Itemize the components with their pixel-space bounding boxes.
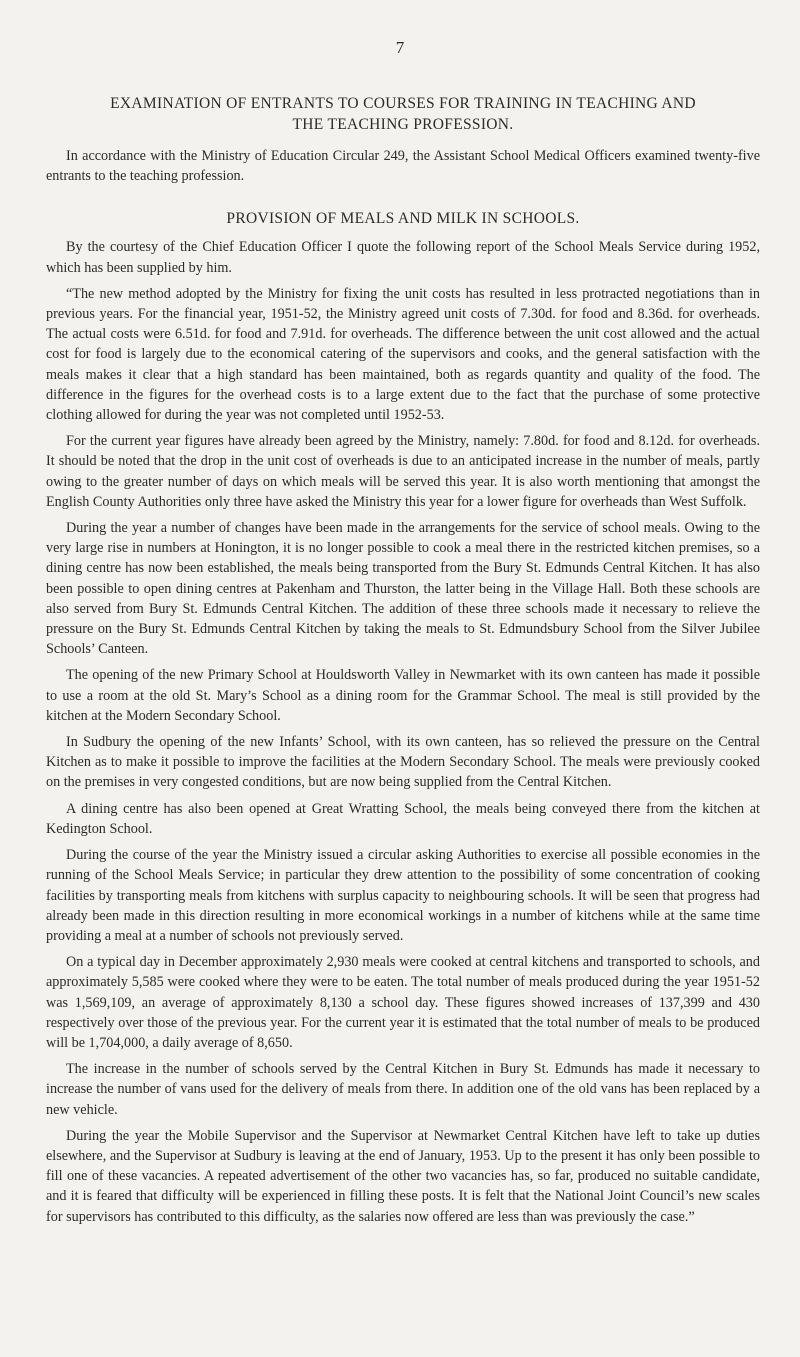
- page-number: 7: [395, 38, 405, 57]
- section-heading-line-2: THE TEACHING PROFESSION.: [292, 116, 514, 133]
- section-heading-examination: [46, 93, 760, 135]
- paragraph: The opening of the new Primary School at Houldsworth Valley in Newmarket with its own canteen has made it possible to use a room at the old St. Mary’s School as a dining room for the Grammar School. The meal is still provided by the kitchen at the Modern Secondary School.: [46, 667, 760, 724]
- paragraph: During the course of the year the Ministry issued a circular asking Authorities to exercise all possible economies in the running of the School Meals Service; in particular they drew attention to the possibility of some concentration of cooking facilities by transporting meals from kitchens with surplus capacity to neighbouring schools. It will be seen that progress had already been made in this direction resulting in more economical workings in a number of kitchens while at the same time providing a meal at a number of schools not previously served.: [46, 847, 760, 944]
- paragraph: On a typical day in December approximately 2,930 meals were cooked at central kitchens and transported to schools, and approximately 5,585 were cooked where they were to be eaten. The total number of meals produced during the year 1951-52 was 1,569,109, an average of approximately 8,130 a school day. These figures showed increases of 137,399 and 430 respectively over those of the previous year. For the current year it is estimated that the total number of meals to be produced will be 1,704,000, a daily average of 8,650.: [46, 954, 760, 1051]
- paragraph: During the year the Mobile Supervisor and the Supervisor at Newmarket Central Kitchen have left to take up duties elsewhere, and the Supervisor at Sudbury is leaving at the end of January, 1953. Up to the present it has only been possible to fill one of these vacancies. A repeated advertisement of the other two vacancies has, so far, produced no suitable candidate, and it is feared that difficulty will be experienced in filling these posts. It is felt that the National Joint Council’s new scales for supervisors has contributed to this difficulty, as the salaries now offered are less than was previously the case.”: [46, 1127, 760, 1225]
- section-heading-line-1: EXAMINATION OF ENTRANTS TO COURSES FOR TRAINING IN TEACHING AND: [110, 95, 696, 112]
- paragraph: For the current year figures have already been agreed by the Ministry, namely: 7.80d. for food and 8.12d. for overheads. It should be noted that the drop in the unit cost of overheads is due to an anticipated increase in the number of meals, partly owing to the greater number of days on which meals will be served this year. It is also worth mentioning that amongst the English County Authorities only three have asked the Ministry this year for a lower figure for overheads than West Suffolk.: [46, 433, 760, 510]
- section-heading-meals: PROVISION OF MEALS AND MILK IN SCHOOLS.: [226, 210, 580, 228]
- paragraph: By the courtesy of the Chief Education Officer I quote the following report of the School Meals Service during 1952, which has been supplied by him.: [46, 239, 760, 276]
- document-body: [46, 93, 760, 1233]
- paragraph: A dining centre has also been opened at Great Wratting School, the meals being conveyed there from the kitchen at Kedington School.: [46, 800, 760, 837]
- paragraph: During the year a number of changes have been made in the arrangements for the service of school meals. Owing to the very large rise in numbers at Honington, it is no longer possible to cook a meal there in the restricted kitchen premises, so a dining centre has now been established, the meals being transported from the Bury St. Edmunds Central Kitchen. It has also been possible to open dining centres at Pakenham and Thurston, the latter being in the Village Hall. Both these schools are also served from Bury St. Edmunds Central Kitchen. The addition of these three schools made it necessary to relieve the pressure on the Bury St. Edmunds Central Kitchen by taking the meals to St. Edmundsbury School from the Silver Jubilee Schools’ Canteen.: [46, 520, 760, 658]
- paragraph: In Sudbury the opening of the new Infants’ School, with its own canteen, has so relieved the pressure on the Central Kitchen as to make it possible to improve the facilities at the Modern Secondary School. The meals were previously cooked on the premises in very congested conditions, but are now being supplied from the Central Kitchen.: [46, 734, 760, 791]
- paragraph: The increase in the number of schools served by the Central Kitchen in Bury St. Edmunds has made it necessary to increase the number of vans used for the delivery of meals from there. In addition one of the old vans has been replaced by a new vehicle.: [46, 1061, 760, 1118]
- paragraph-examination: In accordance with the Ministry of Education Circular 249, the Assistant School Medical Officers examined twenty-five entrants to the teaching profession.: [46, 148, 760, 185]
- paragraph: “The new method adopted by the Ministry for fixing the unit costs has resulted in less protracted negotiations than in previous years. For the financial year, 1951-52, the Ministry agreed unit costs of 7.30d. for food and 8.36d. for overheads. The actual costs were 6.51d. for food and 7.91d. for overheads. The difference between the unit cost allowed and the actual cost for food is largely due to the economical catering of the supervisors and cooks, and the general satisfaction with the meals makes it clear that a high standard has been maintained, both as regards quantity and quality of the food. The difference in the figures for the overhead costs is to a large extent due to the fact that the purchase of some protective clothing allowed for during the year was not completed until 1952-53.: [46, 285, 760, 424]
